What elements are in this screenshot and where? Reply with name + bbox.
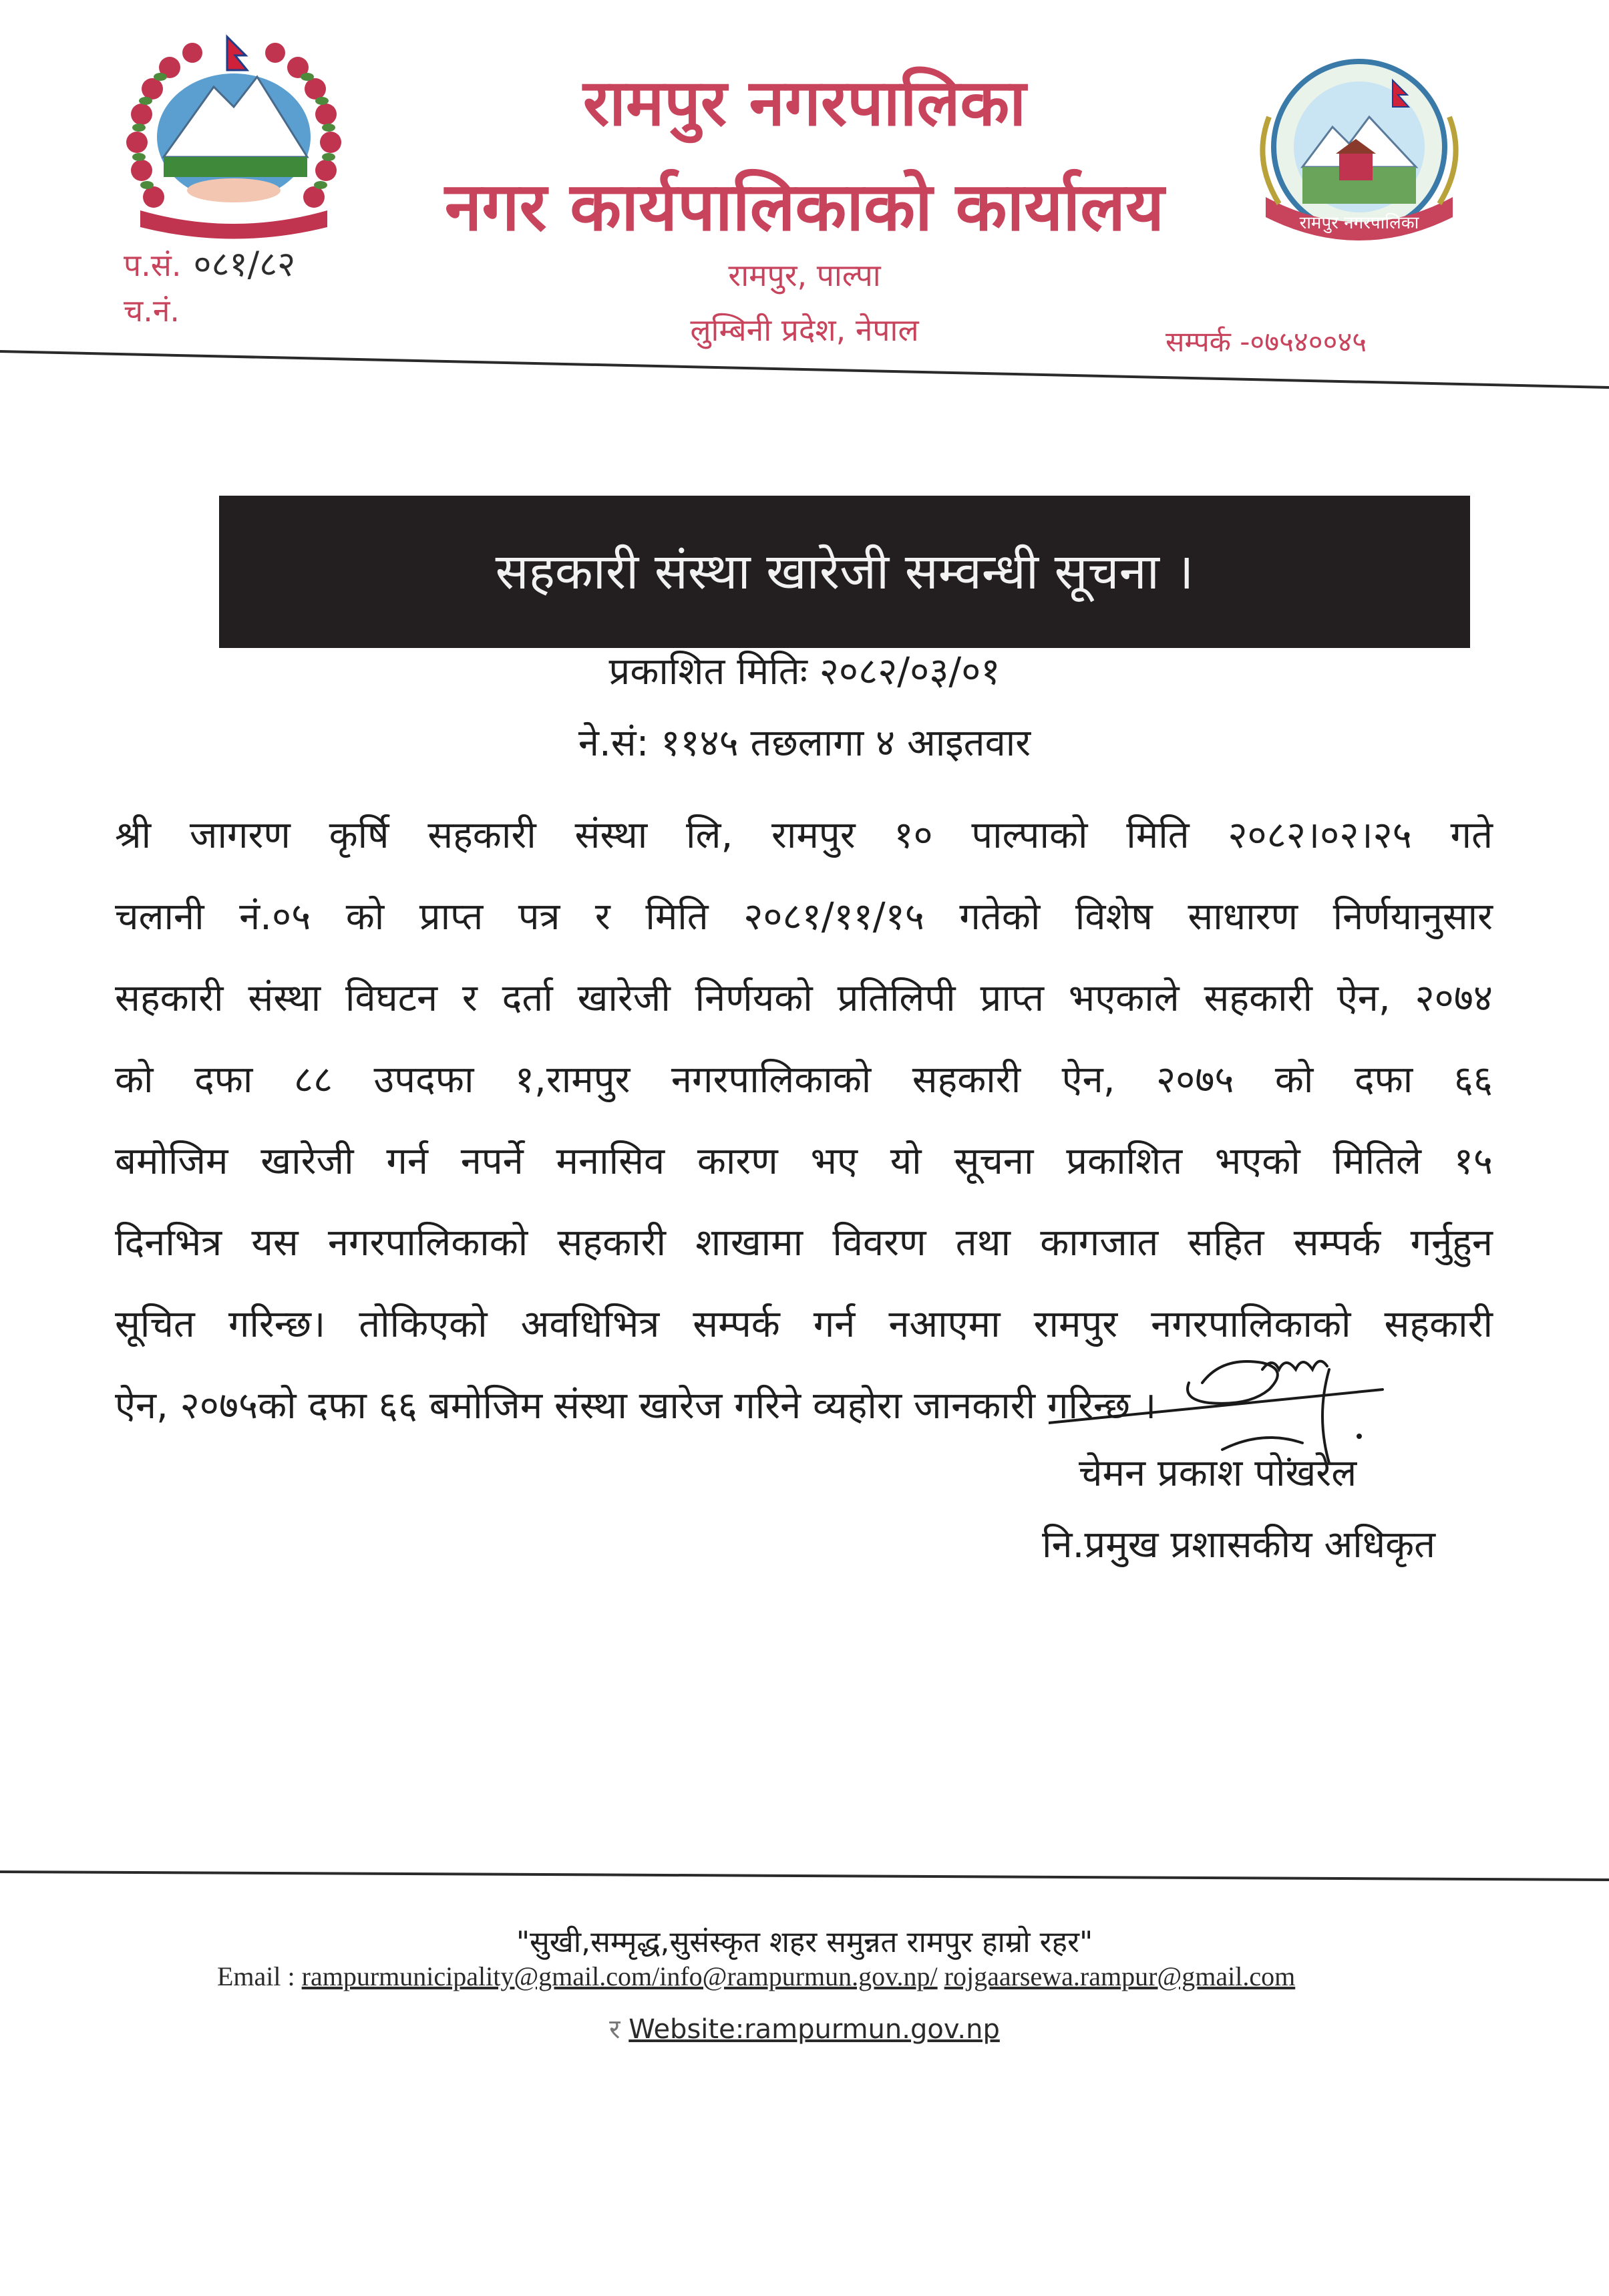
body-line: ऐन, २०७५को दफा ६६ बमोजिम संस्था खारेज गरिने व्यहोरा जानकारी गरिन्छ । — [115, 1384, 1157, 1428]
signer-designation: नि.प्रमुख प्रशासकीय अधिकृत — [1042, 1523, 1436, 1567]
body-line: सहकारी संस्था विघटन र दर्ता खारेजी निर्णयको प्रतिलिपी प्राप्त भएकाले सहकारी ऐन, २०७४ — [115, 977, 1493, 1020]
ps-label: प.सं. — [124, 247, 182, 283]
body-line: श्री जागरण कृर्षि सहकारी संस्था लि, रामपुर १० पाल्पाको मिति २०८२।०२।२५ गते — [115, 814, 1493, 857]
email-link-primary[interactable]: rampurmunicipality@gmail.com/info@rampurmun.gov.np/ — [301, 1961, 938, 1991]
header-divider — [0, 347, 1609, 407]
website-prefix: र — [609, 2014, 620, 2044]
website-row — [0, 2009, 1609, 2046]
notice-title: सहकारी संस्था खारेजी सम्वन्धी सूचना । — [495, 543, 1194, 601]
signer-name: चेमन प्रकाश पोखरेल — [1079, 1452, 1357, 1495]
email-link-secondary[interactable]: rojgaarsewa.rampur@gmail.com — [944, 1961, 1296, 1991]
body-line: बमोजिम खारेजी गर्न नपर्ने मनासिव कारण भए यो सूचना प्रकाशित भएको मितिले १५ — [115, 1140, 1493, 1183]
rampur-municipality-logo-icon — [1239, 53, 1479, 257]
contact-number: सम्पर्क -०७५४००४५ — [1166, 325, 1367, 358]
footer-divider — [0, 1869, 1609, 1882]
office-name: नगर कार्यपालिकाको कार्यालय — [444, 168, 1165, 246]
email-row — [217, 1961, 1295, 1992]
body-line: चलानी नं.०५ को प्राप्त पत्र र मिति २०८१/११/१५ गतेको विशेष साधारण निर्णयानुसार — [115, 895, 1493, 939]
body-line: दिनभित्र यस नगरपालिकाको सहकारी शाखामा विवरण तथा कागजात सहित सम्पर्क गर्नुहुन — [115, 1221, 1493, 1265]
municipality-motto: "सुखी,सम्मृद्ध,सुसंस्कृत शहर समुन्नत रामपुर हाम्रो रहर" — [516, 1925, 1093, 1959]
ps-value: ०८१/८२ — [193, 244, 296, 285]
website-link[interactable]: Website:rampurmun.gov.np — [629, 2014, 1000, 2045]
body-line: सूचित गरिन्छ। तोकिएको अवधिभित्र सम्पर्क गर्न नआएमा रामपुर नगरपालिकाको सहकारी — [115, 1303, 1493, 1346]
published-date: प्रकाशित मितिः २०८२/०३/०१ — [608, 650, 1001, 693]
logo-ribbon-text: रामपुर नगरपालिका — [1299, 213, 1419, 233]
nepal-sambat-date: ने.सं: ११४५ तछलागा ४ आइतवार — [578, 721, 1031, 765]
address-line-1: रामपुर, पाल्पा — [728, 257, 881, 293]
reference-ps — [124, 239, 295, 287]
reference-cn: च.नं. — [124, 293, 180, 329]
body-line: को दफा ८८ उपदफा १,रामपुर नगरपालिकाको सहकारी ऐन, २०७५ को दफा ६६ — [115, 1058, 1493, 1102]
org-name: रामपुर नगरपालिका — [582, 65, 1027, 140]
email-label: Email : — [217, 1961, 302, 1991]
address-line-2: लुम्बिनी प्रदेश, नेपाल — [690, 312, 919, 348]
